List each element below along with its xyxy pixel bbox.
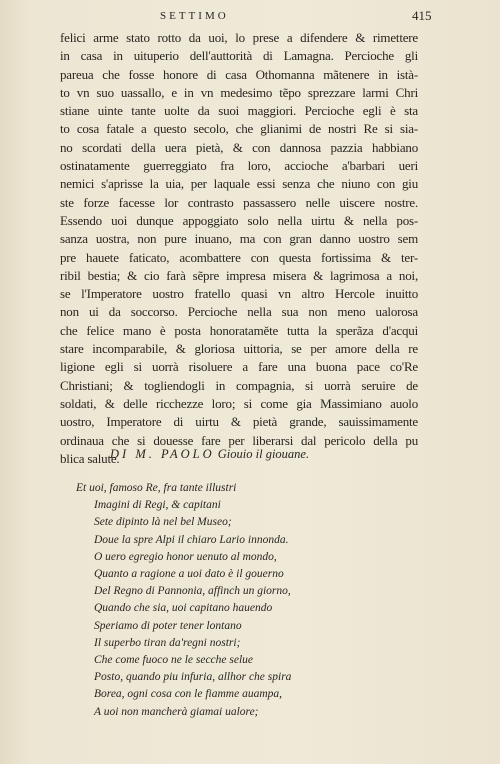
text-line: non ui da soccorso. Percioche nella sua non meno ualorosa [60, 304, 418, 320]
text-line: in casa in uituperio dell'auttorità di Lamagna. Percioche gli [60, 48, 418, 64]
text-line: ostinatamente guerreggiato fra loro, accioche a'barbari ueri [60, 158, 418, 174]
text-line: se l'Imperatore uostro fratello quasi vn altro Hercole inuitto [60, 286, 418, 302]
poem-heading-rest: Giouio il giouane. [217, 447, 310, 461]
text-line: to vn suo uassallo, e in vn medesimo tẽpo sprezzare larmi Chri [60, 84, 418, 100]
text-line: nemici s'aprisse la uia, per laquale essi senza che niuno con giu [60, 176, 418, 192]
poem-verse: Imagini di Regi, & capitani [94, 499, 221, 512]
text-line: no scordati della uera pietà, & con dannosa pazzia habbiano [60, 139, 418, 155]
text-line: Essendo uoi dunque appoggiato solo nella uirtu & nella pos- [60, 212, 418, 228]
poem-heading-author: DI M. PAOLO [110, 447, 215, 461]
poem-verse: Doue la spre Alpi il chiaro Lario innonda. [94, 533, 289, 546]
poem [76, 480, 376, 721]
prose-paragraph [60, 29, 418, 468]
text-line: uostro, Imperatore di uirtu & pietà grande, sauissimamente [60, 414, 418, 430]
text-line: Christiani; & togliendogli in compagnia, si uorrà seruire de [60, 377, 418, 393]
text-line: stiane uinte tante uolte da suoi maggiori. Percioche egli è sta [60, 103, 418, 119]
poem-verse: Quanto a ragione a uoi dato è il gouerno [94, 568, 284, 581]
poem-verse: Et uoi, famoso Re, fra tante illustri [76, 482, 237, 494]
text-line: ligione egli si uorrà risoluere a fare una buona pace co'Re [60, 359, 418, 375]
poem-verse: Quando che sia, uoi capitano hauendo [94, 602, 273, 615]
text-line: pre hauete faticato, acombattere con questa fortissima & ter- [60, 249, 418, 265]
poem-verse: Borea, ogni cosa con le fiamme auampa, [94, 688, 283, 701]
text-line: ordinaua che si douesse fare per liberarsi dal pericolo della pu [60, 432, 418, 448]
running-head: SETTIMO [160, 10, 229, 22]
poem-verse: Sete dipinto là nel bel Museo; [94, 516, 232, 529]
poem-verse: A uoi non mancherà giamai ualore; [94, 705, 259, 718]
text-line: ribil bestia; & cio farà sẽpre impresa misera & lagrimosa a noi, [60, 267, 418, 283]
text-line: sanza uostra, non pure inuano, ma con gran danno uostro sem [60, 231, 418, 247]
text-line: stare incomparabile, & gloriosa uittoria, se per amore della re [60, 341, 418, 357]
page-number: 415 [412, 8, 432, 23]
poem-verse: Speriamo di poter tener lontano [94, 619, 242, 632]
text-line: pareua che fosse honore di casa Othomanna mãtenere in istà- [60, 66, 418, 82]
poem-verse: Posto, quando piu infuria, allhor che spira [94, 671, 292, 684]
text-line: felici arme stato rotto da uoi, lo prese a difendere & rimettere [60, 30, 418, 45]
text-line: blica salute. [60, 450, 120, 466]
text-line: che felice mano è posta honorataměte tutta la sperãza d'acqui [60, 322, 418, 338]
poem-heading [110, 447, 309, 462]
text-line: soldati, & delle ricchezze loro; si come gia Massimiano auolo [60, 395, 418, 411]
poem-verse: Che come fuoco ne le secche selue [94, 654, 254, 667]
poem-verse: O uero egregio honor uenuto al mondo, [94, 550, 277, 563]
poem-verse: Del Regno di Pannonia, affinch un giorno, [94, 585, 291, 598]
text-line: ste forze facesse lor contrasto passassero nelle uiscere nostre. [60, 194, 418, 210]
text-line: to cosa fatale a questo secolo, che glianimi de nostri Re si sia- [60, 121, 418, 137]
poem-verse: Il superbo tiran da'regni nostri; [94, 636, 241, 649]
